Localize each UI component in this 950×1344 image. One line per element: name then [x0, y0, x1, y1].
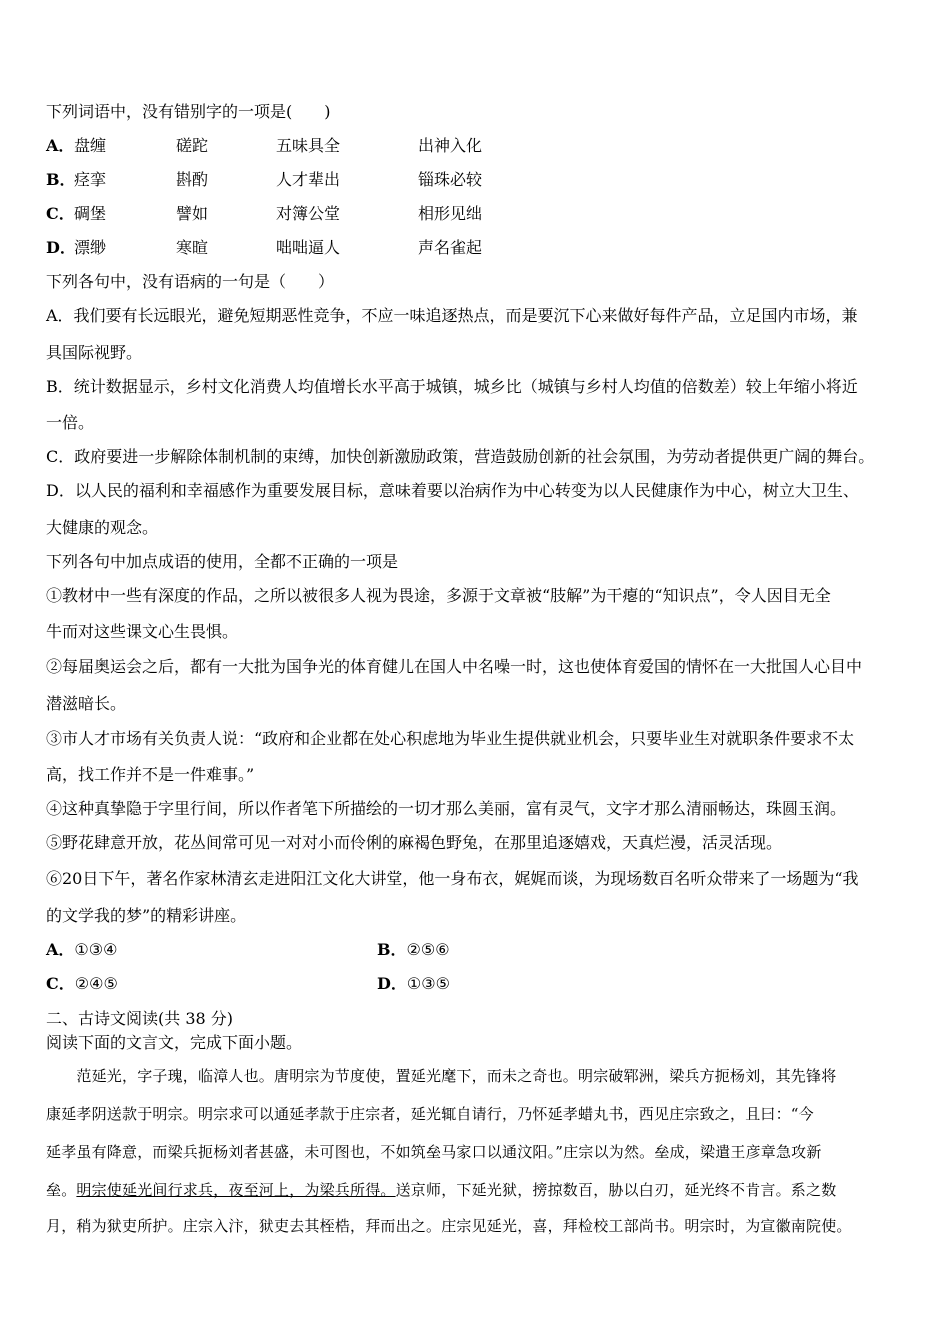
- classical-text-line-2: 康延孝阴送款于明宗。明宗求可以通延孝款于庄宗者，延光辄自请行，乃怀延孝蜡丸书，西见庄宗致之，且曰：“今: [46, 1105, 814, 1123]
- option-word: 盘缠: [74, 136, 107, 155]
- classical-text-line-5: 月，稍为狱吏所护。庄宗入汴，狱吏去其桎梏，拜而出之。庄宗见延光，喜，拜检校工部尚书。明宗时，为宣徽南院使。: [46, 1217, 852, 1235]
- text-segment: 送京师，下延光狱，搒掠数百，胁以白刃，延光终不肯言。系之数: [395, 1181, 837, 1199]
- option-word: 对簿公堂: [276, 204, 341, 223]
- option-text: ①③④: [74, 940, 118, 959]
- q3-sentence-6-line1: ⑥20日下午，著名作家林清玄走进阳江文化大讲堂，他一身布衣，娓娓而谈，为现场数百名听众带来了一场题为“我: [46, 869, 859, 888]
- classical-text-line-4: [46, 1180, 836, 1200]
- q2-stem: 下列各句中，没有语病的一句是（ ）: [46, 272, 335, 291]
- underlined-sentence: 明宗使延光间行求兵，夜至河上，为梁兵所得。: [76, 1181, 396, 1199]
- q2-option-a-line2: 具国际视野。: [46, 343, 143, 362]
- option-text: ①③⑤: [406, 974, 450, 993]
- option-word: 声名雀起: [418, 238, 483, 257]
- q3-sentence-4: ④这种真挚隐于字里行间，所以作者笔下所描绘的一切才那么美丽，富有灵气，文字才那么清丽畅达，珠圆玉润。: [46, 799, 847, 818]
- option-word: 碉堡: [74, 204, 107, 223]
- option-word: 磋跎: [176, 136, 209, 155]
- classical-text-line-3: 延孝虽有降意，而梁兵扼杨刘者甚盛，未可图也，不如筑垒马家口以通汶阳。”庄宗以为然。垒成，梁遣王彦章急攻新: [46, 1143, 822, 1161]
- option-label: D．: [377, 974, 407, 993]
- option-label: C．: [46, 974, 75, 993]
- option-word: 相形见绌: [418, 204, 483, 223]
- section-2-title: 二、古诗文阅读(共 38 分): [46, 1009, 234, 1028]
- option-word: 痉挛: [74, 170, 107, 189]
- q2-option-d-line2: 大健康的观念。: [46, 518, 159, 537]
- option-label: A．: [46, 136, 75, 155]
- q3-option-a[interactable]: [46, 940, 117, 960]
- option-label: B．: [46, 170, 76, 189]
- q2-option-d-line1[interactable]: D．以人民的福利和幸福感作为重要发展目标，意味着要以治病作为中心转变为以人民健康作为中心，树立大卫生、: [46, 481, 859, 500]
- option-text: ②④⑤: [74, 974, 118, 993]
- option-word: 锱珠必较: [418, 170, 483, 189]
- option-label: D．: [46, 238, 76, 257]
- q3-sentence-5: ⑤野花肆意开放，花丛间常可见一对对小而伶俐的麻褐色野兔，在那里追逐嬉戏，天真烂漫，活灵活现。: [46, 833, 783, 852]
- q3-sentence-1-line1: ①教材中一些有深度的作品，之所以被很多人视为畏途，多源于文章被“肢解”为干瘪的“知识点”，令人因目无全: [46, 586, 831, 605]
- q1-stem: 下列词语中，没有错别字的一项是( ): [46, 102, 331, 121]
- q2-option-b-line1[interactable]: B．统计数据显示，乡村文化消费人均值增长水平高于城镇，城乡比（城镇与乡村人均值的倍数差）较上年缩小将近: [46, 377, 858, 396]
- option-text: ②⑤⑥: [406, 940, 450, 959]
- q3-sentence-2-line2: 潜滋暗长。: [46, 694, 127, 713]
- q3-sentence-1-line2: 牛而对这些课文心生畏惧。: [46, 622, 239, 641]
- q3-sentence-3-line1: ③市人才市场有关负责人说：“政府和企业都在处心积虑地为毕业生提供就业机会，只要毕业生对就职条件要求不太: [46, 729, 855, 748]
- option-word: 寒暄: [176, 238, 209, 257]
- q2-option-c[interactable]: C．政府要进一步解除体制机制的束缚，加快创新激励政策，营造鼓励创新的社会氛围，为劳动者提供更广阔的舞台。: [46, 447, 875, 466]
- section-2-instruction: 阅读下面的文言文，完成下面小题。: [46, 1033, 303, 1052]
- option-label: B．: [377, 940, 407, 959]
- option-word: 譬如: [176, 204, 209, 223]
- q3-option-b[interactable]: [377, 940, 450, 960]
- option-label: C．: [46, 204, 75, 223]
- option-word: 出神入化: [418, 136, 483, 155]
- option-word: 人才辈出: [276, 170, 341, 189]
- q3-option-d[interactable]: [377, 974, 450, 994]
- q2-option-b-line2: 一倍。: [46, 413, 95, 432]
- option-word: 五味具全: [276, 136, 341, 155]
- q3-sentence-6-line2: 的文学我的梦”的精彩讲座。: [46, 906, 247, 925]
- option-word: 漂缈: [74, 238, 107, 257]
- option-word: 咄咄逼人: [276, 238, 341, 257]
- q3-option-c[interactable]: [46, 974, 118, 994]
- q3-sentence-3-line2: 高，找工作并不是一件难事。”: [46, 765, 255, 784]
- q2-option-a-line1[interactable]: A．我们要有长远眼光，避免短期恶性竞争，不应一味追逐热点，而是要沉下心来做好每件产品，立足国内市场，兼: [46, 306, 858, 325]
- q3-sentence-2-line1: ②每届奥运会之后，都有一大批为国争光的体育健儿在国人中名噪一时，这也使体育爱国的情怀在一大批国人心目中: [46, 657, 863, 676]
- classical-text-line-1: 范延光，字子瑰，临漳人也。唐明宗为节度使，置延光麾下，而未之奇也。明宗破郓洲，梁兵方扼杨刘，其先锋将: [46, 1067, 837, 1085]
- q3-stem: 下列各句中加点成语的使用，全都不正确的一项是: [46, 552, 399, 571]
- option-word: 斟酌: [176, 170, 209, 189]
- text-segment: 垒。: [46, 1181, 77, 1199]
- option-label: A．: [46, 940, 75, 959]
